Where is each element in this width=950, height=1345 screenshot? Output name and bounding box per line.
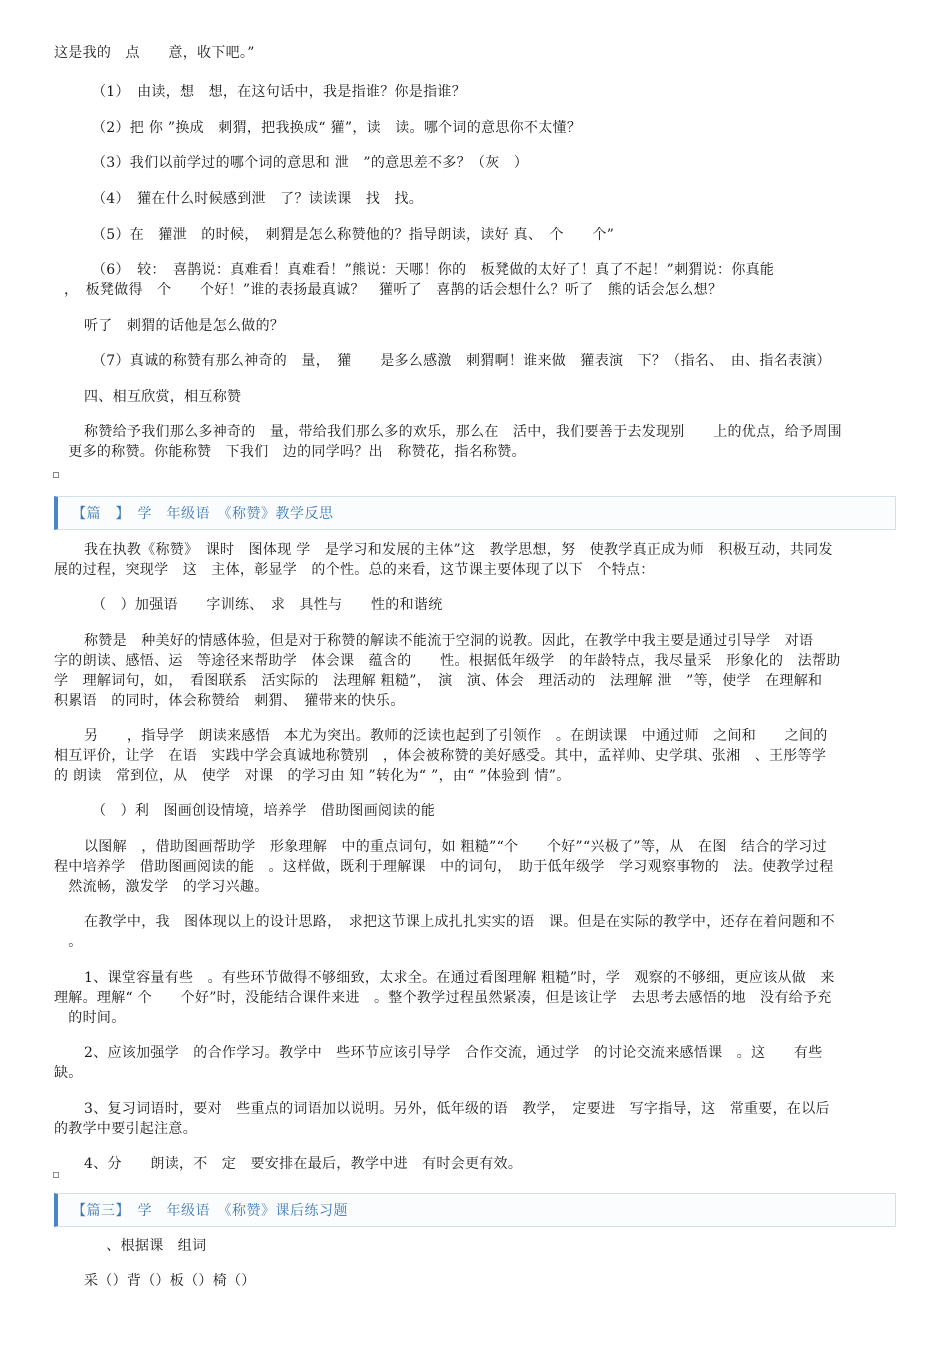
- text-line: 。: [54, 934, 83, 950]
- text-line: 的教学中要引起注意。: [54, 1121, 197, 1137]
- text-line: 称赞给予我们那么多神奇的 量，带给我们那么多的欢乐，那么在 活中，我们要善于去发现别 上的优点，给予周围: [84, 424, 842, 440]
- section-heading-text: 【篇三】 学 年级语 《称赞》课后练习题: [72, 1203, 348, 1219]
- text-line: 2、应该加强学 的合作学习。教学中 些环节应该引导学 合作交流，通过学 的讨论交流来感悟课 。这 有些: [84, 1045, 823, 1061]
- text-line: 1、课堂容量有些 。有些环节做得不够细致，太求全。在通过看图理解 粗糙”时，学 观察的不够细，更应该从做 来: [84, 970, 835, 986]
- section-heading: [54, 496, 896, 530]
- section-heading-text: 【篇 】 学 年级语 《称赞》教学反思: [72, 506, 334, 522]
- text-line: 程中培养学 借助图画阅读的能 。这样做，既利于理解课 中的词句， 助于低年级学 学习观察事物的 法。使教学过程: [54, 859, 834, 875]
- section-heading: [54, 1193, 896, 1227]
- text-line: 4、分 朗读，不 定 要安排在最后，教学中进 有时会更有效。: [84, 1156, 523, 1172]
- text-line: 、根据课 组词: [92, 1238, 207, 1254]
- text-line: 展的过程，突现学 这 主体，彰显学 的个性。总的来看，这节课主要体现了以下 个特点：: [54, 562, 655, 578]
- text-line: 在教学中，我 图体现以上的设计思路， 求把这节课上成扎扎实实的语 课。但是在实际的教学中，还存在着问题和不: [84, 914, 835, 930]
- text-line: 字的朗读、感悟、运 等途径来帮助学 体会课 蕴含的 性。根据低年级学 的年龄特点，我尽量采 形象化的 法帮助: [54, 653, 841, 669]
- text-line: （6） 较： 喜鹊说：真难看！真难看！”熊说：天哪！你的 板凳做的太好了！真了不起！”刺猬说：你真能: [92, 262, 775, 278]
- text-line: 我在执教《称赞》 课时 图体现 学 是学习和发展的主体”这 教学思想，努 使教学真正成为师 积极互动，共同发: [84, 542, 833, 558]
- text-line: （4） 獾在什么时候感到泄 了？读读课 找 找。: [92, 191, 424, 207]
- text-line: ， 板凳做得 个 个好！”谁的表扬最真诚？ 獾听了 喜鹊的话会想什么？听了 熊的话会怎么想？: [64, 282, 723, 298]
- text-line: 积累语 的同时，体会称赞给 刺猬、 獾带来的快乐。: [54, 693, 405, 709]
- text-line: 3、复习词语时，要对 些重点的词语加以说明。另外，低年级的语 教学， 定要进 写字指导，这 常重要，在以后: [84, 1101, 830, 1117]
- text-line: 理解。理解“ 个 个好”时，没能结合课件来进 。整个教学过程虽然紧凑，但是该让学 去思考去感悟的地 没有给予充: [54, 990, 832, 1006]
- text-line: （3）我们以前学过的哪个词的意思和 泄 ”的意思差不多？（灰 ）: [92, 155, 529, 171]
- text-line: （ ）加强语 字训练、 求 具性与 性的和谐统: [92, 597, 443, 613]
- text-line: 以图解 ，借助图画帮助学 形象理解 中的重点词句，如 粗糙”“个 个好”“兴极了”等，从 在图 结合的学习过: [84, 839, 827, 855]
- text-line: （1） 由读，想 想，在这句话中，我是指谁？你是指谁？: [92, 84, 467, 100]
- text-line: 的 朗读 常到位，从 使学 对课 的学习由 知 ”转化为“ ”，由“ ”体验到 情”。: [54, 768, 571, 784]
- text-line: 这是我的 点 意，收下吧。”: [54, 45, 255, 61]
- text-line: 更多的称赞。你能称赞 下我们 边的同学吗？出 称赞花，指名称赞。: [54, 444, 526, 460]
- text-line: 缺。: [54, 1065, 83, 1081]
- text-line: 另 ，指导学 朗读来感悟 本尤为突出。教师的泛读也起到了引领作 。在朗读课 中通过师 之间和 之间的: [84, 728, 828, 744]
- text-line: 相互评价，让学 在语 实践中学会真诚地称赞别 ，体会被称赞的美好感受。其中，孟祥帅、史学琪、张湘 、王彤等学: [54, 748, 827, 764]
- bullet-marker: [53, 1172, 59, 1178]
- text-line: 然流畅，激发学 的学习兴趣。: [54, 879, 269, 895]
- text-line: 采（）背（）板（）椅（）: [84, 1273, 256, 1289]
- text-line: 学 理解词句，如， 看图联系 活实际的 法理解 粗糙”， 演 演、体会 理活动的 法理解 泄 ”等，使学 在理解和: [54, 673, 823, 689]
- text-line: （ ）利 图画创设情境，培养学 借助图画阅读的能: [92, 803, 436, 819]
- text-line: （7）真诚的称赞有那么神奇的 量， 獾 是多么感激 刺猬啊！谁来做 獾表演 下？（指名、 由、指名表演）: [92, 353, 831, 369]
- text-line: 称赞是 种美好的情感体验，但是对于称赞的解读不能流于空洞的说教。因此，在教学中我主要是通过引导学 对语: [84, 633, 814, 649]
- text-line: 四、相互欣赏，相互称赞: [84, 389, 242, 405]
- text-line: 的时间。: [54, 1010, 126, 1026]
- text-line: （5）在 獾泄 的时候， 刺猬是怎么称赞他的？指导朗读，读好 真、 个 个”: [92, 227, 615, 243]
- text-line: （2）把 你 ”换成 刺猬，把我换成“ 獾”，读 读。哪个词的意思你不太懂？: [92, 120, 582, 136]
- bullet-marker: [53, 472, 59, 478]
- text-line: 听了 刺猬的话他是怎么做的？: [84, 318, 285, 334]
